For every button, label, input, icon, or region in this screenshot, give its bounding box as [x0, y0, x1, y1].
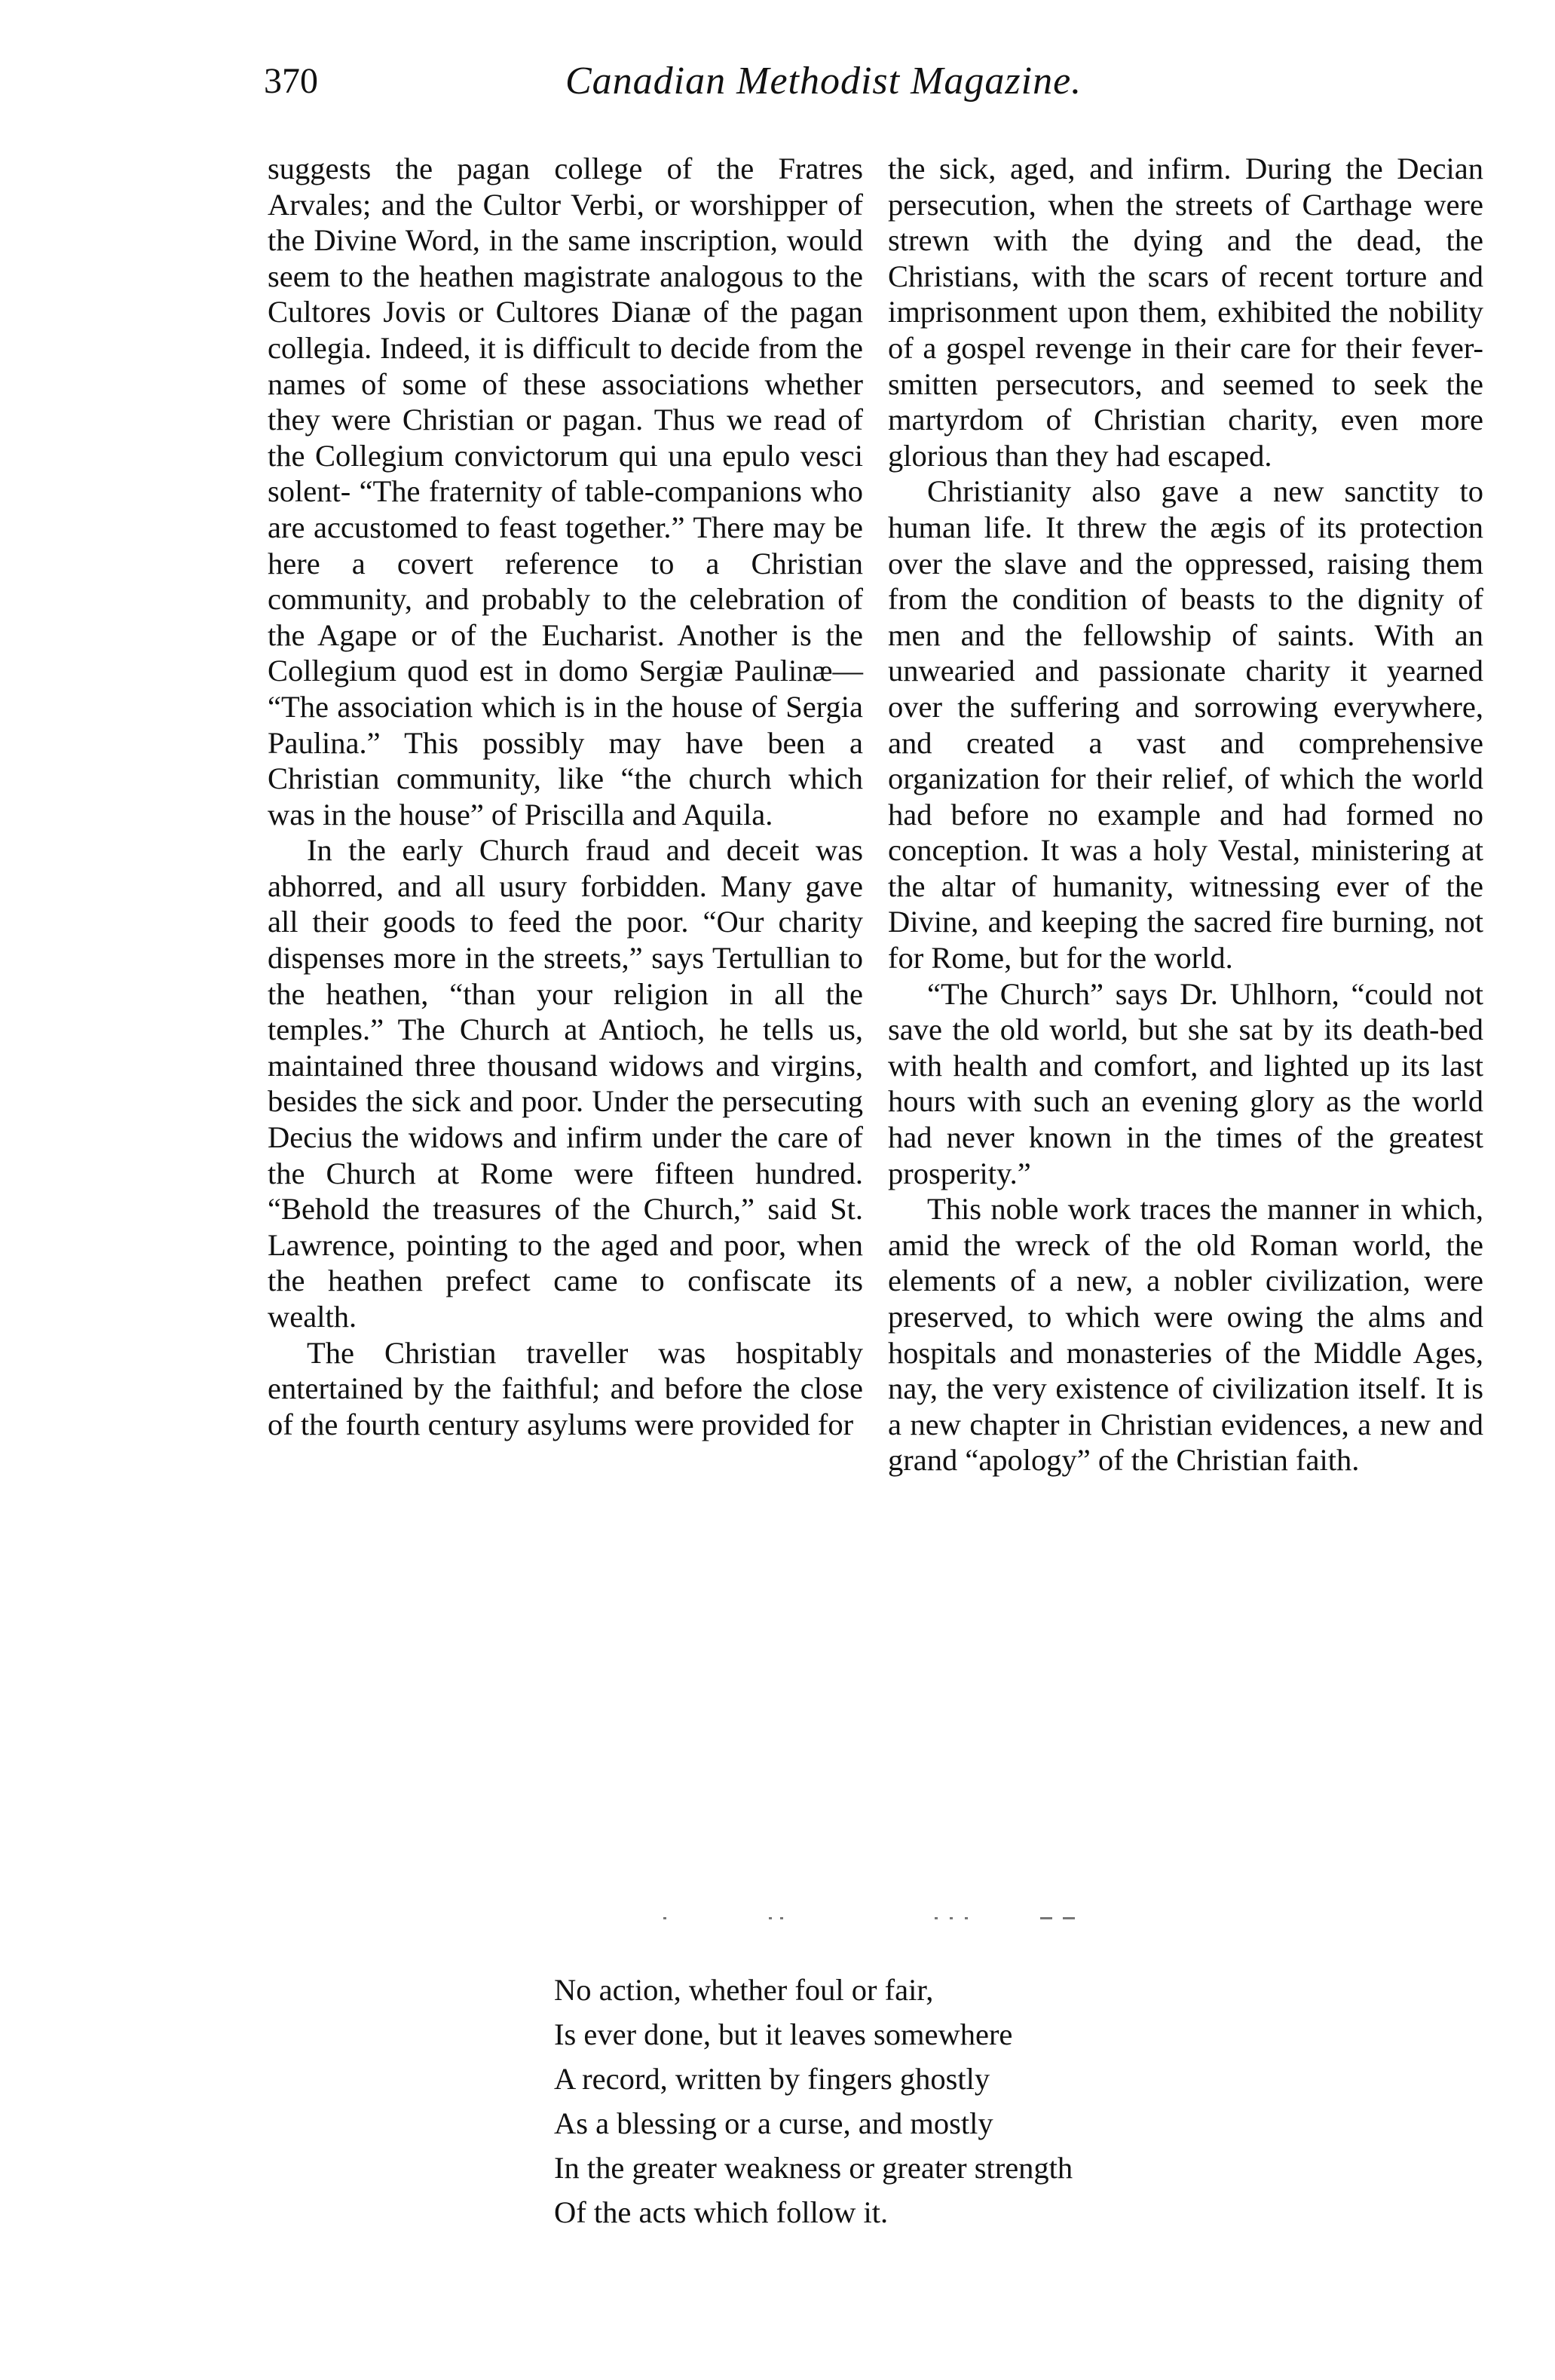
page-header [264, 59, 1229, 127]
poem-line: In the greater weakness or greater strength [554, 2151, 1073, 2185]
section-divider [663, 1911, 1085, 1926]
running-title: Canadian Methodist Magazine. [565, 60, 1082, 103]
poem [554, 1968, 1308, 2235]
poem-line: No action, whether foul or fair, [554, 1973, 934, 2007]
paragraph: This noble work traces the manner in which, amid the wreck of the old Roman world, the elements of a new, a nobler civilization, were preserved, to which were owing the alms and hospitals and monasteries of the Middle Ages, nay, the very existence of civilization itself. It is a new chapter in Christian evidences, a new and grand “apology” of the Christian faith. [888, 1192, 1483, 1478]
paragraph: suggests the pagan college of the Fratres Arvales; and the Cultor Verbi, or worshipper of the Divine Word, in the same inscription, would seem to the heathen magistrate analogous to the Cultores Jovis or Cultores Dianæ of the pagan collegia. Indeed, it is difficult to decide from the names of some of these associations whether they were Christian or pagan. Thus we read of the Collegium convictorum qui una epulo vesci solent- “The fraternity of table-companions who are accustomed to feast together.” There may be here a covert reference to a Christian community, and probably to the celebration of the Agape or of the Eucharist. Another is the Collegium quod est in domo Sergiæ Paulinæ— “The association which is in the house of Sergia Paulina.” This possibly may have been a Christian community, like “the church which was in the house” of Priscilla and Aquila. [268, 152, 863, 832]
paragraph: Christianity also gave a new sanctity to human life. It threw the ægis of its protection over the slave and the oppressed, raising them from the condition of beasts to the dignity of men and the fellowship of saints. With an unwearied and passionate charity it yearned over the suffering and sorrowing everywhere, and created a vast and comprehensive organization for their relief, of which the world had before no example and had formed no conception. It was a holy Vestal, ministering at the altar of humanity, witnessing ever of the Divine, and keeping the sacred fire burning, not for Rome, but for the world. [888, 474, 1483, 976]
right-column [888, 151, 1483, 1478]
left-column [268, 151, 863, 1442]
poem-line: Of the acts which follow it. [554, 2195, 889, 2229]
poem-line: As a blessing or a curse, and mostly [554, 2106, 993, 2140]
paragraph: The Christian traveller was hospitably entertained by the faithful; and before the close of the fourth century asylums were provided for [268, 1335, 863, 1441]
poem-line: Is ever done, but it leaves somewhere [554, 2017, 1013, 2051]
page-number: 370 [264, 61, 318, 101]
paragraph: the sick, aged, and infirm. During the Decian persecution, when the streets of Carthage were strewn with the dying and the dead, the Christians, with the scars of recent torture and imprisonment upon them, exhibited the nobility of a gospel revenge in their care for their fever-smitten persecutors, and seemed to seek the martyrdom of Christian charity, even more glorious than they had escaped. [888, 152, 1483, 473]
poem-line: A record, written by fingers ghostly [554, 2062, 990, 2096]
paragraph: “The Church” says Dr. Uhlhorn, “could not save the old world, but she sat by its death-bed with health and comfort, and lighted up its last hours with such an evening glory as the world had never known in the times of the greatest prosperity.” [888, 976, 1483, 1190]
paragraph: In the early Church fraud and deceit was abhorred, and all usury forbidden. Many gave all their goods to feed the poor. “Our charity dispenses more in the streets,” says Tertullian to the heathen, “than your religion in all the temples.” The Church at Antioch, he tells us, maintained three thousand widows and virgins, besides the sick and poor. Under the persecuting Decius the widows and infirm under the care of the Church at Rome were fifteen hundred. “Behold the treasures of the Church,” said St. Lawrence, pointing to the aged and poor, when the heathen prefect came to confiscate its wealth. [268, 833, 863, 1334]
